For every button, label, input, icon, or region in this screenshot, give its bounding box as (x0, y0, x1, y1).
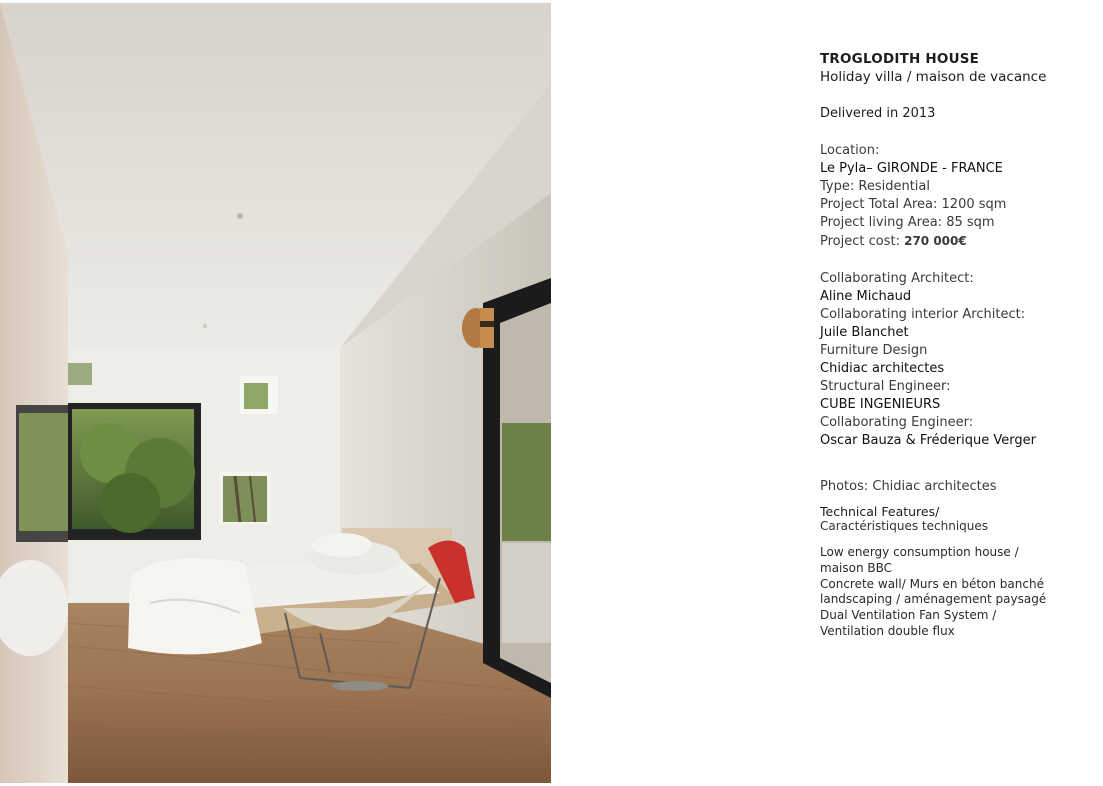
bedroom-photo (0, 3, 551, 783)
project-subtitle: Holiday villa / maison de vacance (820, 69, 1047, 85)
location-label: Location: (820, 143, 880, 158)
feature-line: maison BBC (820, 560, 893, 575)
project-info (820, 50, 1090, 640)
cost-value: 270 000€ (904, 234, 967, 248)
delivered-date: Delivered in 2013 (820, 106, 936, 121)
technical-features (820, 545, 1090, 640)
engineer-value: Oscar Bauza & Fréderique Verger (820, 433, 1036, 448)
technical-subheading: Caractéristiques techniques (820, 519, 989, 533)
structural-label: Structural Engineer: (820, 379, 951, 394)
project-type: Type: Residential (820, 179, 930, 194)
interior-value: Juile Blanchet (820, 325, 909, 340)
furniture-value: Chidiac architectes (820, 361, 945, 376)
location-value: Le Pyla– GIRONDE - FRANCE (820, 161, 1003, 176)
project-title: TROGLODITH HOUSE (820, 51, 980, 67)
engineer-label: Collaborating Engineer: (820, 415, 974, 430)
feature-line: Ventilation double flux (820, 623, 955, 638)
feature-line: Dual Ventilation Fan System / (820, 608, 997, 623)
technical-heading: Technical Features/ (820, 504, 940, 519)
photo-credit: Photos: Chidiac architectes (820, 479, 997, 494)
feature-line: Concrete wall/ Murs en béton banché (820, 576, 1044, 591)
project-cost (820, 232, 1090, 251)
structural-value: CUBE INGENIEURS (820, 397, 941, 412)
feature-line: landscaping / aménagement paysagé (820, 592, 1047, 607)
architect-label: Collaborating Architect: (820, 271, 974, 286)
feature-line: Low energy consumption house / (820, 545, 1019, 559)
cost-label: Project cost: (820, 234, 905, 249)
furniture-label: Furniture Design (820, 343, 928, 358)
interior-label: Collaborating interior Architect: (820, 307, 1026, 322)
living-area: Project living Area: 85 sqm (820, 215, 995, 230)
architect-value: Aline Michaud (820, 289, 912, 304)
total-area: Project Total Area: 1200 sqm (820, 197, 1007, 212)
